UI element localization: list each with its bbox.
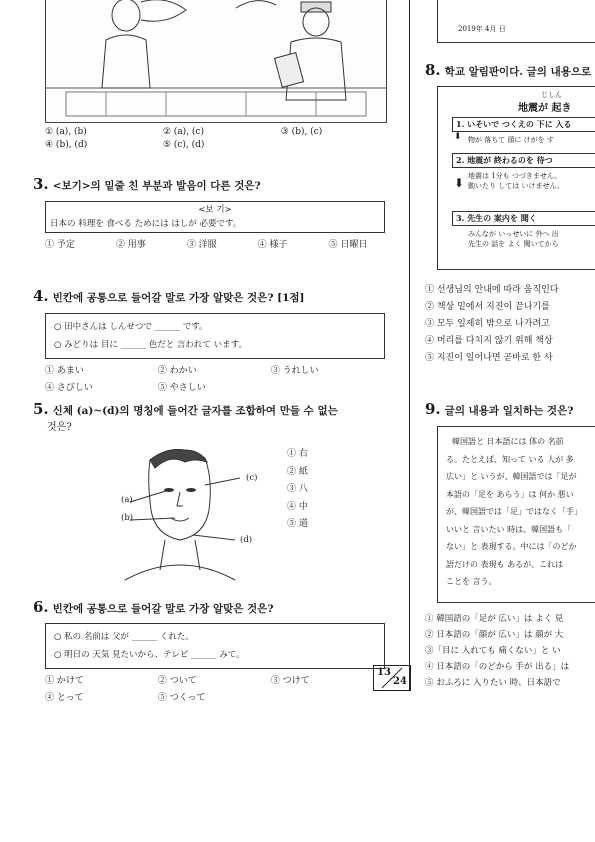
- q6-question: [33, 598, 273, 616]
- question-number: 8.: [425, 61, 441, 79]
- passage: [446, 433, 595, 591]
- passage-line: 韓国語と 日本語には 体の 名前: [452, 437, 564, 446]
- option[interactable]: ① 韓国語の「足が 広い」は よく 見: [425, 614, 564, 624]
- station-scene-illustration: [45, 0, 387, 123]
- box-title: <보 기>: [198, 205, 232, 215]
- passage-line: ない」と 表現する。中には「のどか: [446, 542, 577, 551]
- q8-notice-board: [437, 86, 595, 270]
- label-b: (b): [121, 513, 134, 523]
- option[interactable]: ④ とって: [45, 693, 84, 703]
- option[interactable]: ④ 様子: [257, 240, 288, 250]
- option[interactable]: ③ うれしい: [270, 366, 319, 376]
- page-current: 13: [377, 667, 391, 678]
- q3-example-box: [45, 201, 385, 233]
- option[interactable]: ⑤ つくって: [157, 693, 206, 703]
- q6-sentence-box: [45, 623, 385, 669]
- page-total: 24: [393, 676, 407, 687]
- option[interactable]: ④ 中: [287, 501, 308, 512]
- option[interactable]: ② 用事: [115, 240, 146, 250]
- question-number: 4.: [33, 287, 49, 305]
- option[interactable]: ① 右: [287, 449, 308, 459]
- step-note: 動いたり しては いけません。: [468, 182, 564, 190]
- option[interactable]: ③ (b), (c): [280, 127, 323, 137]
- option[interactable]: ③ 八: [287, 484, 308, 494]
- q9-question: [425, 400, 573, 418]
- notice-fragment-box: [437, 0, 595, 43]
- option[interactable]: ⑤ やさしい: [157, 383, 206, 393]
- option[interactable]: ② 日本語の「顔が 広い」は 顔が 大: [425, 630, 564, 640]
- sentence-line: ○ みどりは 目に ______ 色だと 言われて います。: [54, 340, 247, 350]
- down-arrow-icon: ⬇: [454, 132, 462, 142]
- step-note: 物が 落ちて 頭に けがを す: [468, 136, 554, 144]
- q5-question: [33, 400, 393, 433]
- q9-options: [425, 611, 569, 691]
- option[interactable]: ④ さびしい: [45, 383, 93, 393]
- option[interactable]: ④ (b), (d): [45, 140, 88, 150]
- question-text: 학교 알림판이다. 글의 내용으로: [444, 66, 592, 78]
- q9-passage-box: [437, 426, 595, 603]
- step-note: みんなが いっせいに 外へ 出: [468, 230, 559, 238]
- sentence-line: ○ 明日の 天気 見たいから、テレビ ______ みて。: [54, 650, 245, 660]
- passage-line: 語だけの 表現も あるが、これは: [446, 559, 564, 569]
- column-divider: [409, 0, 410, 690]
- option[interactable]: ④ 日本語の「のどから 手が 出る」は: [425, 662, 570, 672]
- option[interactable]: ① 선생님의 안내에 따라 움직인다: [425, 285, 559, 295]
- page-number-box: [373, 665, 411, 691]
- board-title: 地震が 起き: [518, 103, 572, 114]
- option[interactable]: ④ 머리를 다치지 않기 위해 책상: [425, 336, 553, 346]
- label-c: (c): [246, 473, 258, 483]
- option[interactable]: ⑤ 道: [287, 519, 308, 529]
- option[interactable]: ⑤ 지진이 일어나면 곧바로 한 사: [425, 353, 553, 363]
- question-number: 5.: [33, 400, 49, 418]
- option[interactable]: ① (a), (b): [45, 127, 87, 137]
- option[interactable]: ③ 모두 일제히 밖으로 나가려고: [425, 319, 550, 329]
- option[interactable]: ③「目に 入れても 痛くない」と い: [425, 646, 561, 656]
- option[interactable]: ② 책상 밑에서 지진이 끝나기를: [425, 302, 550, 312]
- question-number: 6.: [33, 598, 49, 616]
- question-number: 3.: [33, 175, 49, 193]
- q3-options: [45, 237, 367, 250]
- option[interactable]: ③ つけて: [270, 676, 310, 686]
- option[interactable]: ⑤ 日曜日: [328, 240, 368, 250]
- question-text: 빈칸에 공통으로 들어갈 말로 가장 알맞은 것은? [1점]: [52, 292, 305, 304]
- sentence-line: ○ 私の 名前は 父が ______ くれた。: [54, 632, 194, 642]
- furigana: じしん: [541, 91, 562, 99]
- passage-line: 本語の「足を あらう」は 何か 悪い: [446, 489, 574, 499]
- q6-options: [45, 673, 310, 703]
- q3-question: [33, 175, 261, 193]
- option[interactable]: ⑤ おふろに 入りたい 時、日本語で: [425, 678, 561, 688]
- question-text: 빈칸에 공통으로 들어갈 말로 가장 알맞은 것은?: [52, 603, 274, 615]
- q8-options: [425, 282, 558, 367]
- step-note: 地震は 1分も つづきません。: [468, 172, 562, 180]
- box-text: 日本の 料理を 食べる ためには はしが 必要です。: [50, 219, 242, 229]
- step-note: 先生の 話を よく 聞いてから: [468, 240, 559, 248]
- question-number: 9.: [425, 400, 441, 418]
- option[interactable]: ② ついて: [157, 676, 197, 686]
- question-text: 글의 내용과 일치하는 것은?: [444, 405, 574, 417]
- question-text: <보기>의 밑줄 친 부분과 발음이 다른 것은?: [52, 180, 261, 192]
- notice-date: 2019年 4月 日: [458, 25, 506, 33]
- step-tag: 1. いそいで つくえの 下に 入る: [452, 117, 595, 132]
- down-arrow-icon: ⬇: [454, 176, 465, 190]
- q4-question: [33, 287, 305, 305]
- step-tag: 3. 先生の 案内を 聞く: [452, 211, 595, 226]
- station-scene-drawing: [46, 0, 386, 122]
- q5-options: [287, 446, 308, 534]
- option[interactable]: ⑤ (c), (d): [162, 140, 205, 150]
- label-d: (d): [240, 535, 253, 545]
- option[interactable]: ① 予定: [45, 240, 75, 250]
- option[interactable]: ② わかい: [157, 366, 197, 376]
- passage-line: いいと 言いたい 時は、韓国語も「: [446, 524, 572, 534]
- option[interactable]: ② 紙: [287, 466, 308, 477]
- q4-sentence-box: [45, 313, 385, 359]
- passage-line: る。たとえば、知って いる 人が 多: [446, 454, 574, 464]
- passage-line: ことを 言う。: [446, 577, 497, 586]
- label-a: (a): [121, 495, 133, 505]
- option[interactable]: ③ 洋服: [186, 240, 217, 250]
- passage-line: 広い」と いうが、韓国語では「足が: [446, 472, 577, 481]
- q2-options: [45, 127, 322, 150]
- question-text: 신체 (a)~(d)의 명칭에 들어간 글자를 조합하여 만들 수 없는: [52, 405, 338, 417]
- sentence-line: ○ 田中さんは しんせつで ______ です。: [54, 322, 208, 332]
- q4-options: [45, 363, 319, 393]
- step-tag: 2. 地震が 終わるのを 待つ: [452, 153, 595, 168]
- question-text: 것은?: [47, 422, 72, 433]
- passage-line: が、韓国語では「足」ではなく「手」: [446, 507, 582, 516]
- option[interactable]: ① あまい: [45, 366, 84, 376]
- q8-question: [425, 61, 591, 79]
- option[interactable]: ② (a), (c): [162, 127, 204, 137]
- option[interactable]: ① かけて: [45, 676, 84, 686]
